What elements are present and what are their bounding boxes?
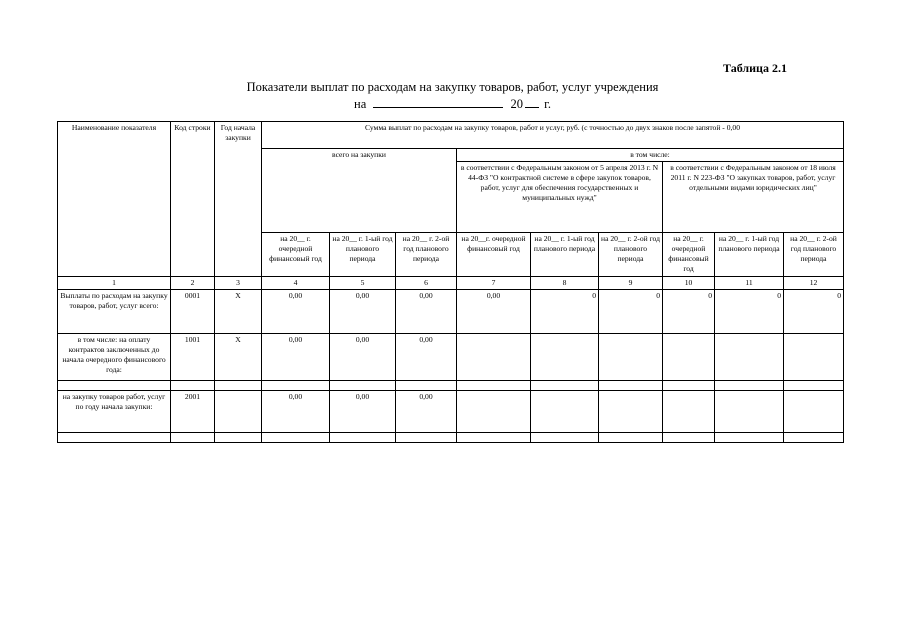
row-year[interactable]: X [215,290,262,334]
header-year: Год начала закупки [215,122,262,277]
column-number: 3 [215,277,262,290]
empty-cell[interactable] [531,381,599,391]
table-row [58,334,844,381]
value-cell[interactable] [715,334,784,381]
empty-cell[interactable] [599,433,663,443]
value-cell[interactable] [457,391,531,433]
value-cell[interactable]: 0 [784,290,844,334]
header-including: в том числе: [457,149,844,162]
payments-table [57,121,844,443]
column-number: 9 [599,277,663,290]
value-cell[interactable]: 0,00 [330,391,396,433]
value-cell[interactable]: 0 [599,290,663,334]
row-year[interactable]: X [215,334,262,381]
empty-cell[interactable] [715,433,784,443]
empty-cell[interactable] [58,381,171,391]
header-period: на 20__ г. очередной финансовый год [663,233,715,277]
column-number: 11 [715,277,784,290]
column-number: 12 [784,277,844,290]
column-number: 6 [396,277,457,290]
value-cell[interactable]: 0 [531,290,599,334]
value-cell[interactable]: 0,00 [396,334,457,381]
date-blank-field[interactable] [373,96,503,108]
row-name: на закупку товаров работ, услуг по году начала закупки: [58,391,171,433]
column-number: 8 [531,277,599,290]
empty-cell[interactable] [262,433,330,443]
empty-cell[interactable] [784,381,844,391]
table-number: Таблица 2.1 [723,61,787,75]
value-cell[interactable] [784,334,844,381]
empty-cell[interactable] [330,433,396,443]
value-cell[interactable]: 0,00 [396,391,457,433]
value-cell[interactable] [457,334,531,381]
row-name: в том числе: на оплату контрактов заключенных до начала очередного финансового года: [58,334,171,381]
empty-cell[interactable] [215,433,262,443]
value-cell[interactable] [531,334,599,381]
header-period: на 20__г. очередной финансовый год [457,233,531,277]
value-cell[interactable]: 0,00 [262,290,330,334]
column-number: 1 [58,277,171,290]
empty-cell[interactable] [215,381,262,391]
empty-cell[interactable] [262,381,330,391]
header-period: на 20__ г. 1-ый год планового периода [330,233,396,277]
header-total: всего на закупки [262,149,457,233]
value-cell[interactable]: 0,00 [330,290,396,334]
empty-cell[interactable] [396,381,457,391]
table-row [58,381,844,391]
value-cell[interactable]: 0,00 [457,290,531,334]
header-sum: Сумма выплат по расходам на закупку товаров, работ и услуг, руб. (с точностью до двух знаков после запятой - 0,00 [262,122,844,149]
row-code[interactable]: 1001 [171,334,215,381]
value-cell[interactable] [663,391,715,433]
value-cell[interactable] [531,391,599,433]
table-row [58,290,844,334]
empty-cell[interactable] [457,381,531,391]
empty-cell[interactable] [663,433,715,443]
row-name: Выплаты по расходам на закупку товаров, работ, услуг всего: [58,290,171,334]
value-cell[interactable]: 0,00 [396,290,457,334]
empty-cell[interactable] [171,433,215,443]
row-year[interactable] [215,391,262,433]
value-cell[interactable]: 0 [663,290,715,334]
header-period: на 20__ г. 2-ой год планового периода [396,233,457,277]
empty-cell[interactable] [663,381,715,391]
empty-cell[interactable] [715,381,784,391]
value-cell[interactable] [599,391,663,433]
row-code[interactable]: 0001 [171,290,215,334]
subtitle-year-prefix: 20 [510,97,524,111]
page-title: Показатели выплат по расходам на закупку товаров, работ, услуг учреждения [246,80,659,94]
value-cell[interactable] [784,391,844,433]
column-number: 10 [663,277,715,290]
table-row [58,391,844,433]
header-code: Код строки [171,122,215,277]
column-number: 2 [171,277,215,290]
empty-cell[interactable] [531,433,599,443]
page-subtitle [0,96,905,112]
subtitle-prefix: на [354,97,367,111]
empty-cell[interactable] [457,433,531,443]
column-number: 4 [262,277,330,290]
header-period: на 20__ г. 2-ой год планового периода [784,233,844,277]
header-law44: в соответствии с Федеральным законом от 5 апреля 2013 г. N 44-ФЗ "О контрактной системе в сфере закупок товаров, работ, услуг для обеспечения государственных и муниципальных нужд" [457,162,663,233]
column-number: 7 [457,277,531,290]
empty-cell[interactable] [58,433,171,443]
value-cell[interactable] [663,334,715,381]
value-cell[interactable]: 0,00 [262,334,330,381]
header-period: на 20__ г. очередной финансовый год [262,233,330,277]
header-period: на 20__ г. 1-ый год планового периода [531,233,599,277]
year-blank-field[interactable] [525,96,539,108]
header-period: на 20__ г. 1-ый год планового периода [715,233,784,277]
header-law223: в соответствии с Федеральным законом от 18 июля 2011 г. N 223-ФЗ "О закупках товаров, работ, услуг отдельными видами юридических лиц" [663,162,844,233]
empty-cell[interactable] [784,433,844,443]
subtitle-suffix: г. [544,97,551,111]
header-name: Наименование показателя [58,122,171,277]
row-code[interactable]: 2001 [171,391,215,433]
value-cell[interactable] [599,334,663,381]
empty-cell[interactable] [396,433,457,443]
empty-cell[interactable] [599,381,663,391]
value-cell[interactable]: 0,00 [330,334,396,381]
empty-cell[interactable] [330,381,396,391]
table-row [58,433,844,443]
empty-cell[interactable] [171,381,215,391]
header-period: на 20__ г. 2-ой год планового периода [599,233,663,277]
value-cell[interactable] [715,391,784,433]
column-number: 5 [330,277,396,290]
value-cell[interactable]: 0,00 [262,391,330,433]
value-cell[interactable]: 0 [715,290,784,334]
